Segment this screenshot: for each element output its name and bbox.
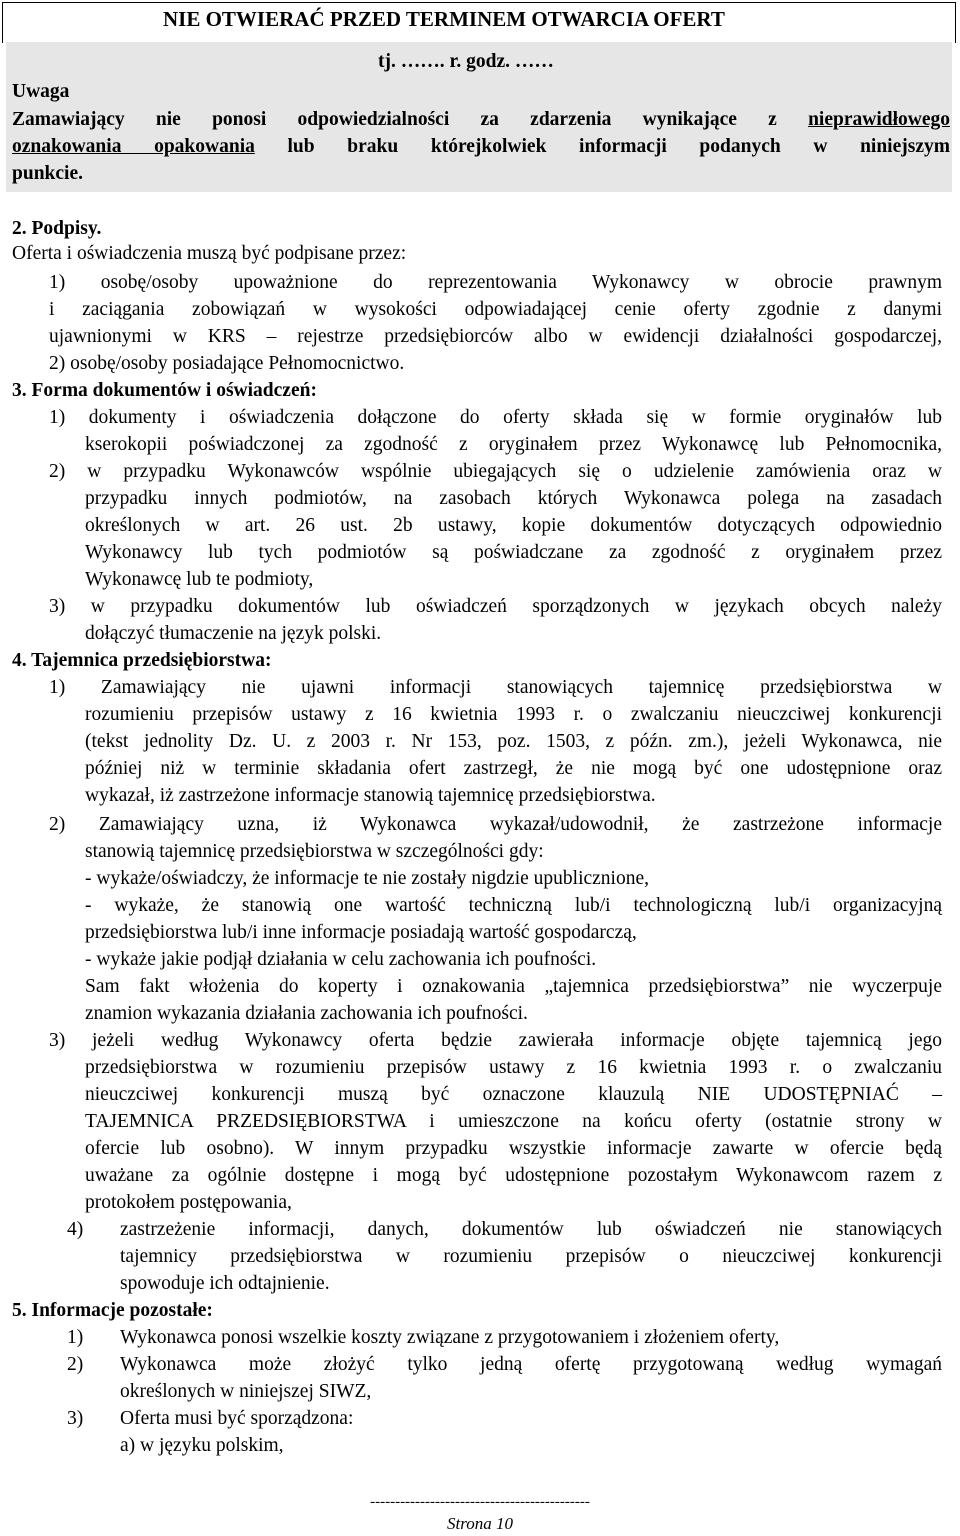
notice-line-2-text: lub braku którejkolwiek informacji podanych w niniejszym [254,136,950,157]
section-4-line: tajemnicy przedsiębiorstwa w rozumieniu przepisów o nieuczciwej konkurencji [120,1246,942,1267]
section-3-line: 1) dokumenty i oświadczenia dołączone do oferty składa się w formie oryginałów lub [49,407,942,428]
section-4-line: przedsiębiorstwa w rozumieniu przepisów ustawy z 16 kwietnia 1993 r. o zwalczaniu [85,1057,942,1078]
section-2-line: 1) osobę/osoby upoważnione do reprezentowania Wykonawcy w obrocie prawnym [49,272,942,293]
section-3-line: przypadku innych podmiotów, na zasobach których Wykonawca polega na zasadach [85,488,942,509]
section-4-line: rozumieniu przepisów ustawy z 16 kwietnia 1993 r. o zwalczaniu nieuczciwej konkurencji [85,704,942,725]
section-3-line: Wykonawcy lub tych podmiotów są poświadczane za zgodność z oryginałem przez [85,542,942,563]
section-4-line: - wykaże, że stanowią one wartość techniczną lub/i technologiczną lub/i organizacyjną [85,895,942,916]
notice-line-1 [12,107,950,133]
section-4-line: później niż w terminie składania ofert zastrzegł, że nie mogą być one udostępnione oraz [85,758,942,779]
section-2-heading: 2. Podpisy. [12,218,102,239]
section-3-line: 2) w przypadku Wykonawców wspólnie ubiegających się o udzielenie zamówienia oraz w [49,461,942,482]
section-5-heading: 5. Informacje pozostałe: [12,1300,213,1321]
notice-title: Uwaga [12,81,70,102]
section-2-line: 2) osobę/osoby posiadające Pełnomocnictwo. [49,353,405,374]
section-5-line: a) w języku polskim, [120,1435,284,1456]
page-number: Strona 10 [447,1514,513,1533]
section-4-line: przedsiębiorstwa lub/i inne informacje posiadają wartość gospodarczą, [85,922,637,943]
section-3-line: 3) w przypadku dokumentów lub oświadczeń sporządzonych w językach obcych należy [49,596,942,617]
section-4-line: stanowią tajemnicę przedsiębiorstwa w szczególności gdy: [85,841,544,862]
section-5-item-number: 2) [67,1354,84,1375]
section-3-line: określonych w art. 26 ust. 2b ustawy, kopie dokumentów dotyczących odpowiednio [85,515,942,536]
header-title: NIE OTWIERAĆ PRZED TERMINEM OTWARCIA OFERT [163,7,725,31]
section-4-line: uważane za ogólnie dostępne i mogą być udostępnione pozostałym Wykonawcom razem z [85,1165,942,1186]
section-4-line: wykazał, iż zastrzeżone informacje stanowią tajemnicę przedsiębiorstwa. [85,785,656,806]
section-4-line: spowoduje ich odtajnienie. [120,1273,330,1294]
section-2-line: ujawnionymi w KRS – rejestrze przedsiębiorców albo w ewidencji działalności gospodarczej, [49,326,942,347]
section-4-line: 3) jeżeli według Wykonawcy oferta będzie zawierała informacje objęte tajemnicą jego [49,1030,942,1051]
section-5-item-number: 3) [67,1408,84,1429]
section-5-line: Wykonawca ponosi wszelkie koszty związane z przygotowaniem i złożeniem oferty, [120,1327,780,1348]
section-4-line: - wykaże/oświadczy, że informacje te nie zostały nigdzie upublicznione, [85,868,650,889]
section-4-line: Sam fakt włożenia do koperty i oznakowania „tajemnica przedsiębiorstwa” nie wyczerpuje [85,976,942,997]
section-3-line: kserokopii poświadczonej za zgodność z oryginałem przez Wykonawcę lub Pełnomocnika, [85,434,942,455]
section-4-line: (tekst jednolity Dz. U. z 2003 r. Nr 153, poz. 1503, z późn. zm.), jeżeli Wykonawca, nie [85,731,942,752]
section-4-line: TAJEMNICA PRZEDSIĘBIORSTWA i umieszczone na końcu oferty (ostatnie strony w [85,1111,942,1132]
section-4-heading: 4. Tajemnica przedsiębiorstwa: [12,650,272,671]
footer-rule: -------------------------------------------- [370,1494,590,1510]
section-5-line: Wykonawca może złożyć tylko jedną ofertę przygotowaną według wymagań [120,1354,942,1375]
section-5-item-number: 1) [67,1327,84,1348]
section-2-line: i zaciągania zobowiązań w wysokości odpowiadającej cenie oferty zgodnie z danymi [49,299,942,320]
notice-line-1-underlined: nieprawidłowego [808,109,950,130]
section-3-heading: 3. Forma dokumentów i oświadczeń: [12,380,317,401]
section-4-line: protokołem postępowania, [85,1192,292,1213]
notice-line-3: punkcie. [12,163,83,184]
section-2-intro: Oferta i oświadczenia muszą być podpisane przez: [12,243,407,264]
section-4-item-number: 4) [67,1219,84,1240]
section-5-line: określonych w niniejszej SIWZ, [120,1381,372,1402]
section-4-line: ofercie lub osobno). W innym przypadku wszystkie informacje zawarte w ofercie będą [85,1138,942,1159]
section-4-line: 2) Zamawiający uzna, iż Wykonawca wykazał/udowodnił, że zastrzeżone informacje [49,814,942,835]
notice-line-2-underlined: oznakowania opakowania [12,136,255,157]
header-date-line: tj. ……. r. godz. …… [378,51,554,72]
section-4-line: - wykaże jakie podjął działania w celu zachowania ich poufności. [85,949,597,970]
notice-line-1-text: Zamawiający nie ponosi odpowiedzialności za zdarzenia wynikające z [12,109,809,130]
section-4-line: nieuczciwej konkurencji muszą być oznaczone klauzulą NIE UDOSTĘPNIAĆ – [85,1084,942,1105]
section-4-line: zastrzeżenie informacji, danych, dokumentów lub oświadczeń nie stanowiących [120,1219,942,1240]
section-3-line: dołączyć tłumaczenie na język polski. [85,623,382,644]
notice-line-2 [12,134,950,160]
section-4-line: znamion wykazania działania zachowania ich poufności. [85,1003,528,1024]
section-3-line: Wykonawcę lub te podmioty, [85,569,314,590]
section-4-line: 1) Zamawiający nie ujawni informacji stanowiących tajemnicę przedsiębiorstwa w [49,677,942,698]
section-5-line: Oferta musi być sporządzona: [120,1408,354,1429]
